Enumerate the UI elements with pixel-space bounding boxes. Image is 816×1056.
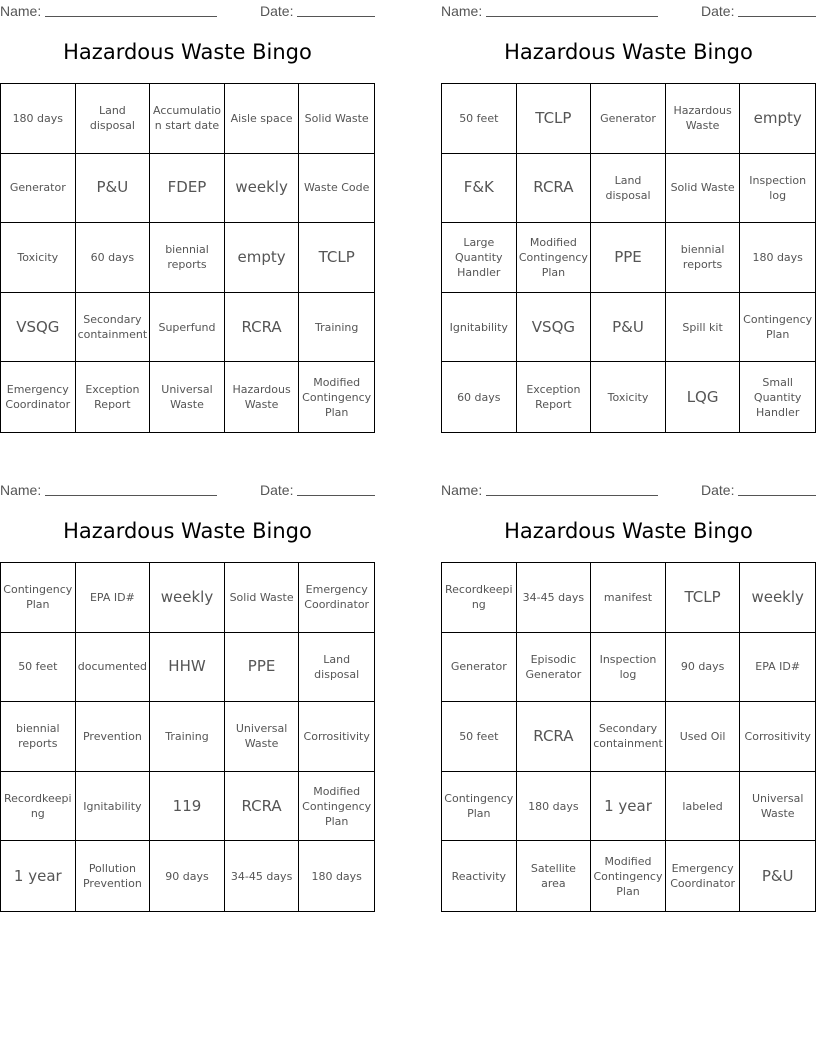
bingo-cell: 180 days (740, 223, 815, 293)
name-label: Name: (441, 3, 483, 19)
date-line (297, 16, 375, 17)
bingo-cell: biennial reports (1, 702, 76, 772)
name-line (45, 495, 217, 496)
bingo-cell: Training (150, 702, 225, 772)
bingo-cell: EPA ID# (740, 633, 815, 703)
bingo-cell: 1 year (1, 841, 76, 911)
bingo-cell: weekly (225, 154, 300, 224)
bingo-cell: 50 feet (1, 633, 76, 703)
bingo-cell: 50 feet (442, 84, 517, 154)
bingo-cell: Superfund (150, 293, 225, 363)
bingo-cell: 50 feet (442, 702, 517, 772)
bingo-card-4 (441, 479, 816, 919)
bingo-cell: empty (740, 84, 815, 154)
name-label: Name: (0, 482, 42, 498)
bingo-cell: Toxicity (1, 223, 76, 293)
bingo-cell: Prevention (76, 702, 151, 772)
bingo-cell: biennial reports (150, 223, 225, 293)
bingo-cell: 180 days (311, 869, 362, 883)
bingo-cell: Reactivity (442, 841, 517, 911)
name-date-row (441, 0, 816, 22)
date-label: Date: (701, 482, 735, 498)
bingo-cell: Emergency Coordinator (1, 362, 76, 432)
bingo-cell: Small Quantity Handler (753, 375, 802, 419)
bingo-cell: P&U (761, 866, 794, 885)
bingo-cell: labeled (666, 772, 741, 842)
name-label: Name: (441, 482, 483, 498)
bingo-cell: Pollution Prevention (76, 841, 151, 911)
bingo-cell: Modified Contingency Plan (299, 772, 374, 842)
bingo-cell: P&U (76, 154, 151, 224)
bingo-cell: Used Oil (666, 702, 741, 772)
card-title: Hazardous Waste Bingo (63, 519, 312, 543)
bingo-cell: Solid Waste (299, 84, 374, 154)
bingo-cell: Hazardous Waste (666, 84, 741, 154)
bingo-cell: 90 days (666, 633, 741, 703)
bingo-cell: Large Quantity Handler (442, 223, 517, 293)
bingo-cell: biennial reports (666, 223, 741, 293)
bingo-cell: 180 days (1, 84, 76, 154)
name-label: Name: (0, 3, 42, 19)
bingo-cell: Land disposal (299, 633, 374, 703)
bingo-cell: Generator (1, 154, 76, 224)
bingo-cell: Land disposal (591, 154, 666, 224)
bingo-cell: RCRA (225, 293, 300, 363)
bingo-grid (441, 83, 816, 433)
bingo-cell: Universal Waste (150, 362, 225, 432)
bingo-cell: Exception Report (517, 362, 592, 432)
bingo-cell: Ignitability (76, 772, 151, 842)
bingo-cell: HHW (150, 633, 225, 703)
name-date-row (0, 0, 375, 22)
bingo-cell: weekly (740, 563, 815, 633)
bingo-cell: Modified Contingency Plan (591, 841, 666, 911)
card-title: Hazardous Waste Bingo (63, 40, 312, 64)
bingo-cell: 60 days (76, 223, 151, 293)
bingo-grid (441, 562, 816, 912)
bingo-cell: weekly (150, 563, 225, 633)
bingo-cell: 90 days (150, 841, 225, 911)
bingo-cell: Corrositivity (740, 702, 815, 772)
bingo-cell: F&K (442, 154, 517, 224)
bingo-cell: PPE (225, 633, 300, 703)
bingo-cell: Modified Contingency Plan (517, 223, 592, 293)
bingo-cell: LQG (666, 362, 741, 432)
bingo-grid (0, 562, 375, 912)
name-date-row (441, 479, 816, 501)
date-line (738, 16, 816, 17)
bingo-cell: Generator (442, 633, 517, 703)
card-title: Hazardous Waste Bingo (504, 519, 753, 543)
date-label: Date: (260, 3, 294, 19)
bingo-cell: Inspection log (740, 154, 815, 224)
bingo-cell: empty (225, 223, 300, 293)
bingo-cell: FDEP (150, 154, 225, 224)
bingo-cell: Accumulation start date (150, 84, 225, 154)
bingo-cell: Emergency Coordinator (666, 841, 741, 911)
bingo-cell: Secondary containment (591, 702, 666, 772)
bingo-cell: PPE (591, 223, 666, 293)
bingo-cell: Modified Contingency Plan (302, 375, 372, 419)
name-line (486, 495, 658, 496)
date-line (297, 495, 375, 496)
bingo-cell: P&U (591, 293, 666, 363)
bingo-cell: Solid Waste (225, 563, 300, 633)
bingo-cell: Emergency Coordinator (299, 563, 374, 633)
bingo-cell: RCRA (517, 702, 592, 772)
date-line (738, 495, 816, 496)
bingo-cell: Waste Code (299, 154, 374, 224)
bingo-grid (0, 83, 375, 433)
bingo-cell: 60 days (442, 362, 517, 432)
bingo-cell: documented (76, 633, 151, 703)
bingo-cell: Exception Report (76, 362, 151, 432)
bingo-cell: EPA ID# (76, 563, 151, 633)
name-line (486, 16, 658, 17)
date-label: Date: (260, 482, 294, 498)
bingo-cell: Corrositivity (299, 702, 374, 772)
bingo-card-2 (441, 0, 816, 440)
bingo-cell: 1 year (591, 772, 666, 842)
bingo-cell: Aisle space (225, 84, 300, 154)
name-date-row (0, 479, 375, 501)
bingo-cell: Universal Waste (225, 702, 300, 772)
bingo-cell: Hazardous Waste (225, 362, 300, 432)
card-title: Hazardous Waste Bingo (504, 40, 753, 64)
bingo-cell: Toxicity (591, 362, 666, 432)
bingo-cell: 34-45 days (225, 841, 300, 911)
bingo-cell: Recordkeeping (442, 563, 517, 633)
bingo-cell: RCRA (225, 772, 300, 842)
bingo-cell: Generator (591, 84, 666, 154)
bingo-cell: TCLP (666, 563, 741, 633)
date-label: Date: (701, 3, 735, 19)
bingo-cell: RCRA (517, 154, 592, 224)
bingo-cell: Land disposal (76, 84, 151, 154)
bingo-cell: Contingency Plan (1, 563, 76, 633)
bingo-cell: TCLP (299, 223, 374, 293)
bingo-cell: Episodic Generator (517, 633, 592, 703)
bingo-cell: Ignitability (442, 293, 517, 363)
bingo-cell: Contingency Plan (442, 772, 517, 842)
bingo-cell: Contingency Plan (740, 293, 815, 363)
bingo-cell: Inspection log (591, 633, 666, 703)
bingo-cell: TCLP (517, 84, 592, 154)
bingo-cell: Universal Waste (740, 772, 815, 842)
bingo-cell: 34-45 days (517, 563, 592, 633)
bingo-cell: Satellite area (517, 841, 592, 911)
bingo-cell: Secondary containment (76, 293, 151, 363)
bingo-cell: VSQG (1, 293, 76, 363)
name-line (45, 16, 217, 17)
bingo-cell: Spill kit (666, 293, 741, 363)
bingo-cell: manifest (591, 563, 666, 633)
bingo-cell: 119 (150, 772, 225, 842)
bingo-cell: Recordkeeping (1, 772, 76, 842)
bingo-card-3 (0, 479, 375, 919)
bingo-cell: VSQG (517, 293, 592, 363)
bingo-card-1 (0, 0, 375, 440)
bingo-cell: 180 days (517, 772, 592, 842)
bingo-cell: Training (299, 293, 374, 363)
bingo-cell: Solid Waste (666, 154, 741, 224)
